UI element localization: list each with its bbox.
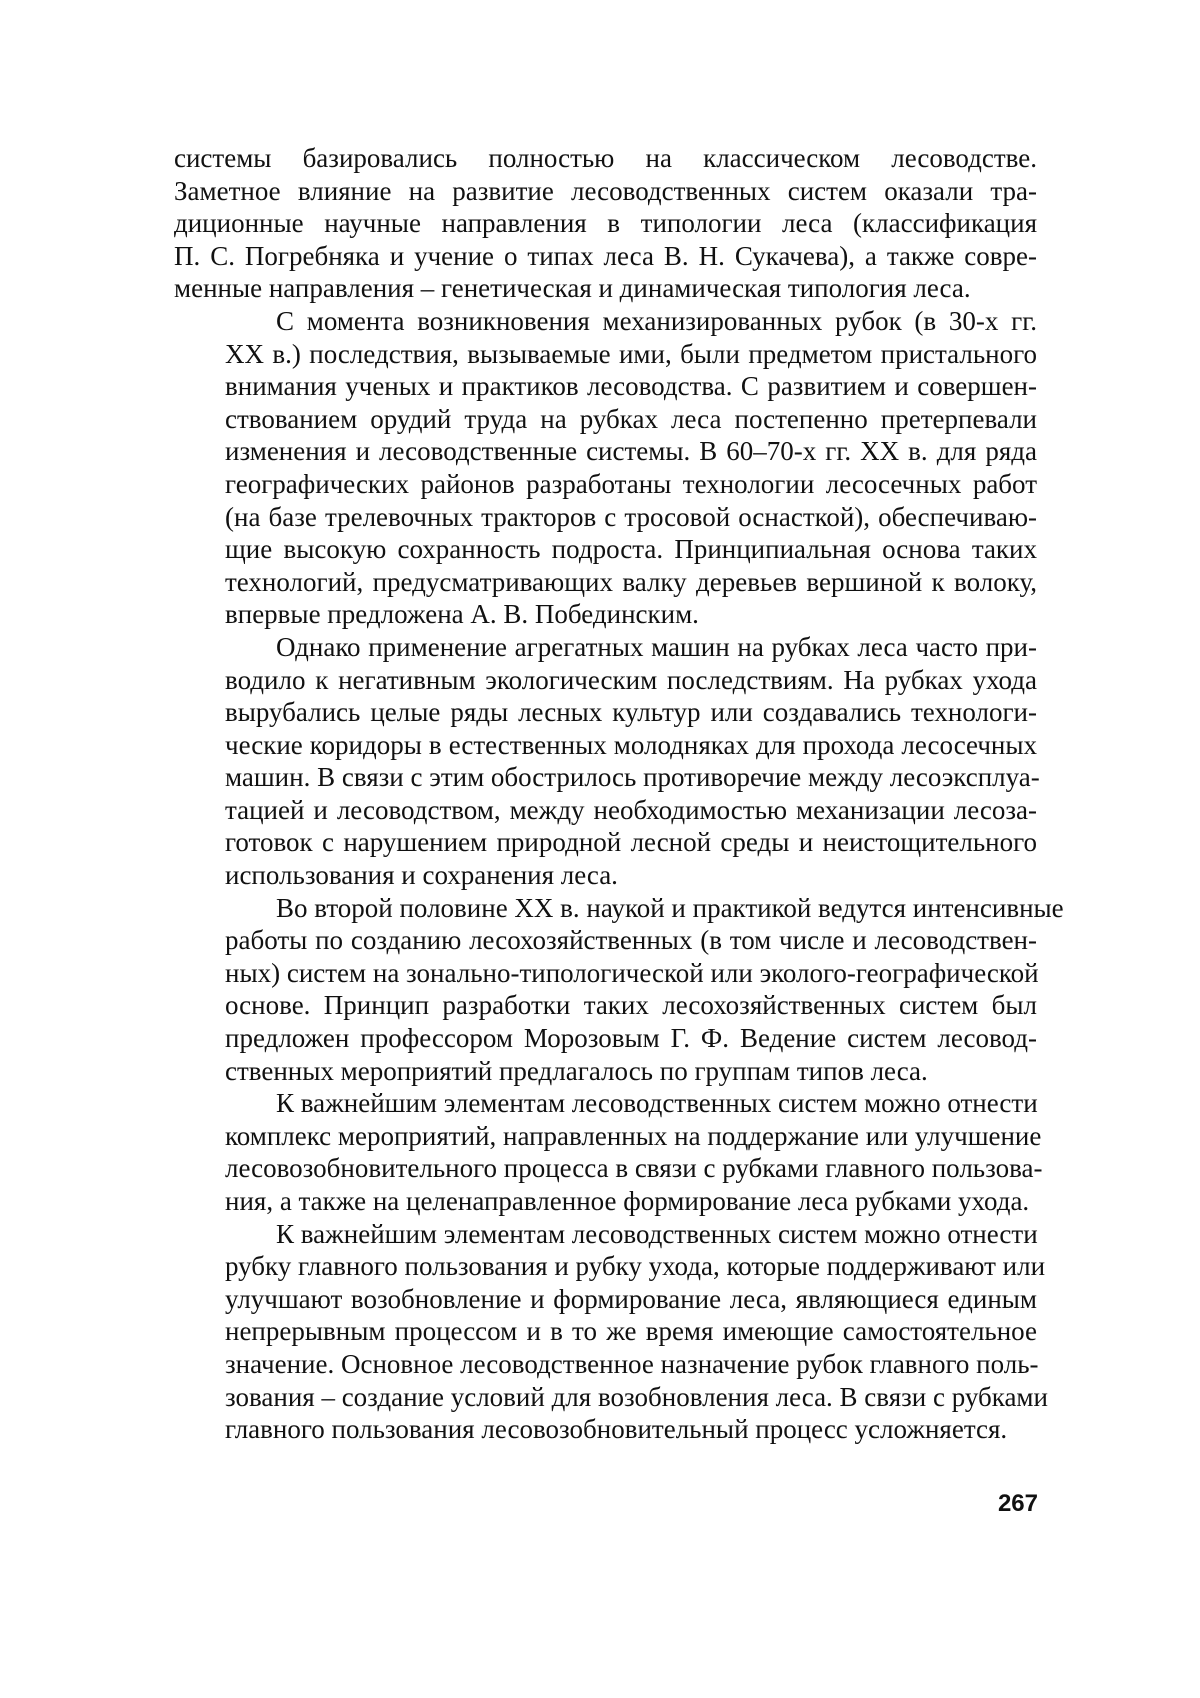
text-line: ствованием орудий труда на рубках леса постепенно претерпевали: [225, 403, 1037, 434]
page-number: 267: [997, 1490, 1038, 1517]
body-text: [174, 142, 1064, 1446]
text-line: ния, а также на целенаправленное формирование леса рубками ухода.: [225, 1186, 1030, 1216]
text-line: щие высокую сохранность подроста. Принципиальная основа таких: [225, 534, 1037, 565]
paragraph-1: [174, 142, 1037, 305]
text-line: С момента возникновения механизированных рубок (в 30-х гг.: [276, 305, 1037, 336]
text-line: системы базировались полностью на классическом лесоводстве.: [174, 143, 1037, 173]
text-line: менные направления – генетическая и динамическая типология леса.: [174, 273, 971, 304]
text-line: изменения и лесоводственные системы. В 60–70-х гг. XX в. для ряда: [225, 436, 1037, 467]
text-line: тацией и лесоводством, между необходимостью механизации лесоза-: [225, 794, 1037, 825]
text-line: непрерывным процессом и в то же время имеющие самостоятельное: [225, 1316, 1037, 1347]
text-line: значение. Основное лесоводственное назначение рубок главного поль-: [225, 1348, 1039, 1379]
text-line: рубку главного пользования и рубку ухода, которые поддерживают или: [225, 1251, 1046, 1282]
text-line: внимания ученых и практиков лесоводства. С развитием и совершен-: [225, 371, 1037, 402]
text-line: работы по созданию лесохозяйственных (в том числе и лесоводствен-: [225, 925, 1037, 956]
text-line: предложен профессором Морозовым Г. Ф. Ведение систем лесовод-: [225, 1023, 1037, 1054]
paragraph-4: [174, 892, 1064, 1088]
text-line: впервые предложена А. В. Побединским.: [225, 599, 699, 630]
text-line: ных) систем на зонально-типологической или эколого-географической: [225, 957, 1039, 988]
text-line: вырубались целые ряды лесных культур или создавались технологи-: [225, 697, 1037, 728]
text-line: географических районов разработаны технологии лесосечных работ: [225, 468, 1037, 499]
text-line: Заметное влияние на развитие лесоводственных систем оказали тра-: [174, 175, 1037, 206]
text-line: (на базе трелевочных тракторов с тросовой оснасткой), обеспечиваю-: [225, 501, 1037, 532]
text-line: ческие коридоры в естественных молодняках для прохода лесосечных: [225, 729, 1037, 760]
text-line: зования – создание условий для возобновления леса. В связи с рубками: [225, 1381, 1048, 1412]
text-line: машин. В связи с этим обострилось противоречие между лесоэксплуа-: [225, 762, 1040, 793]
text-line: использования и сохранения леса.: [225, 860, 618, 891]
paragraph-3: [174, 631, 1040, 892]
text-line: Во второй половине XX в. наукой и практикой ведутся интенсивные: [276, 892, 1064, 923]
text-line: К важнейшим элементам лесоводственных систем можно отнести: [276, 1218, 1038, 1249]
text-line: готовок с нарушением природной лесной среды и неистощительного: [225, 827, 1037, 858]
text-line: лесовозобновительного процесса в связи с рубками главного пользова-: [225, 1153, 1043, 1184]
text-line: технологий, предусматривающих валку деревьев вершиной к волоку,: [225, 566, 1037, 597]
paragraph-6: [174, 1218, 1048, 1446]
text-line: К важнейшим элементам лесоводственных систем можно отнести: [276, 1088, 1038, 1119]
paragraph-5: [174, 1087, 1043, 1217]
paragraph-2: [174, 305, 1037, 631]
text-line: Однако применение агрегатных машин на рубках леса часто при-: [276, 631, 1037, 662]
text-line: улучшают возобновление и формирование леса, являющиеся единым: [225, 1283, 1037, 1314]
text-line: водило к негативным экологическим последствиям. На рубках ухода: [225, 664, 1037, 695]
text-line: комплекс мероприятий, направленных на поддержание или улучшение: [225, 1120, 1042, 1151]
text-line: диционные научные направления в типологии леса (классификация: [174, 208, 1037, 239]
text-line: XX в.) последствия, вызываемые ими, были предметом пристального: [225, 338, 1037, 369]
text-line: ственных мероприятий предлагалось по группам типов леса.: [225, 1055, 928, 1086]
text-line: основе. Принцип разработки таких лесохозяйственных систем был: [225, 990, 1037, 1021]
text-line: П. С. Погребняка и учение о типах леса В. Н. Сукачева), а также совре-: [174, 240, 1037, 271]
text-line: главного пользования лесовозобновительный процесс усложняется.: [225, 1414, 1008, 1445]
